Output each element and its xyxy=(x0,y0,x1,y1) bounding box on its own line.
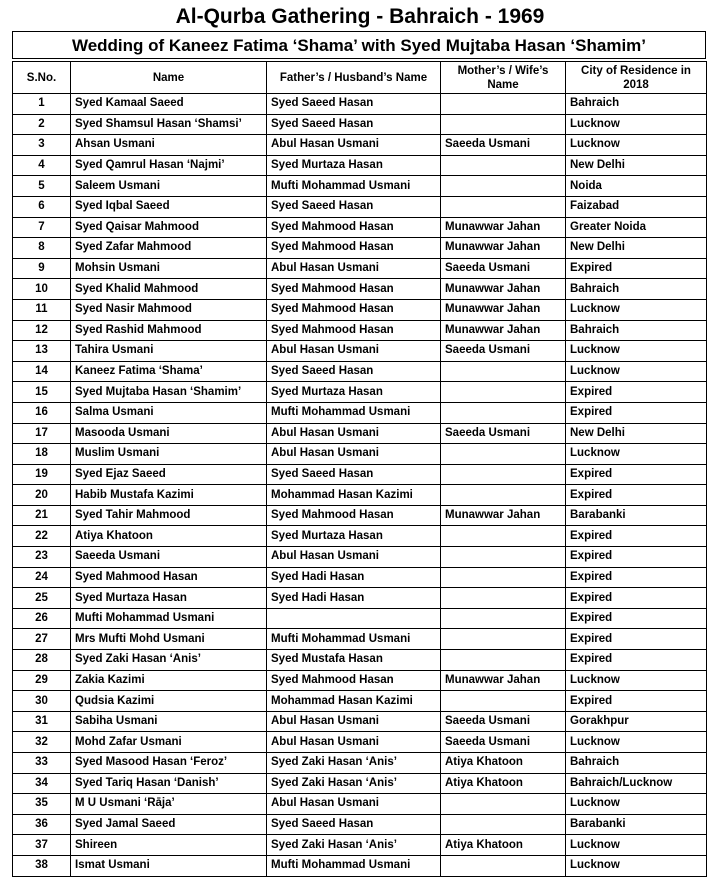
cell-city: Lucknow xyxy=(566,835,707,856)
cell-city: New Delhi xyxy=(566,238,707,259)
cell-mother-wife: Saeeda Usmani xyxy=(441,711,566,732)
cell-mother-wife xyxy=(441,855,566,876)
table-row xyxy=(13,361,707,382)
cell-father-husband: Abul Hasan Usmani xyxy=(267,444,441,465)
cell-mother-wife: Saeeda Usmani xyxy=(441,423,566,444)
cell-sno: 19 xyxy=(13,464,71,485)
cell-father-husband: Abul Hasan Usmani xyxy=(267,547,441,568)
table-row xyxy=(13,135,707,156)
cell-father-husband: Abul Hasan Usmani xyxy=(267,341,441,362)
cell-sno: 34 xyxy=(13,773,71,794)
cell-father-husband: Syed Zaki Hasan ‘Anis’ xyxy=(267,753,441,774)
cell-name: Habib Mustafa Kazimi xyxy=(71,485,267,506)
cell-sno: 12 xyxy=(13,320,71,341)
cell-father-husband: Mufti Mohammad Usmani xyxy=(267,176,441,197)
cell-name: Saeeda Usmani xyxy=(71,547,267,568)
cell-sno: 9 xyxy=(13,258,71,279)
cell-city: Lucknow xyxy=(566,341,707,362)
cell-sno: 30 xyxy=(13,691,71,712)
cell-sno: 16 xyxy=(13,402,71,423)
cell-father-husband: Mufti Mohammad Usmani xyxy=(267,629,441,650)
cell-sno: 5 xyxy=(13,176,71,197)
cell-name: Muslim Usmani xyxy=(71,444,267,465)
cell-father-husband: Mohammad Hasan Kazimi xyxy=(267,485,441,506)
table-row xyxy=(13,691,707,712)
cell-city: Expired xyxy=(566,258,707,279)
cell-sno: 7 xyxy=(13,217,71,238)
cell-name: Syed Nasir Mahmood xyxy=(71,299,267,320)
cell-sno: 24 xyxy=(13,567,71,588)
cell-father-husband: Abul Hasan Usmani xyxy=(267,423,441,444)
cell-sno: 38 xyxy=(13,855,71,876)
cell-sno: 36 xyxy=(13,814,71,835)
table-body xyxy=(13,94,707,877)
cell-father-husband: Syed Murtaza Hasan xyxy=(267,382,441,403)
column-header-mother: Mother’s / Wife’s Name xyxy=(441,62,566,94)
cell-sno: 32 xyxy=(13,732,71,753)
cell-sno: 10 xyxy=(13,279,71,300)
table-row xyxy=(13,258,707,279)
column-header-name: Name xyxy=(71,62,267,94)
cell-father-husband: Mufti Mohammad Usmani xyxy=(267,855,441,876)
cell-sno: 31 xyxy=(13,711,71,732)
page-subtitle: Wedding of Kaneez Fatima ‘Shama’ with Syed Mujtaba Hasan ‘Shamim’ xyxy=(12,31,706,59)
cell-name: Syed Masood Hasan ‘Feroz’ xyxy=(71,753,267,774)
cell-sno: 25 xyxy=(13,588,71,609)
cell-name: Zakia Kazimi xyxy=(71,670,267,691)
cell-mother-wife xyxy=(441,526,566,547)
cell-city: Barabanki xyxy=(566,505,707,526)
table-row xyxy=(13,753,707,774)
cell-mother-wife xyxy=(441,382,566,403)
table-row xyxy=(13,279,707,300)
cell-mother-wife: Saeeda Usmani xyxy=(441,135,566,156)
cell-mother-wife xyxy=(441,94,566,115)
cell-name: Syed Kamaal Saeed xyxy=(71,94,267,115)
cell-city: Lucknow xyxy=(566,114,707,135)
cell-name: Syed Khalid Mahmood xyxy=(71,279,267,300)
cell-city: New Delhi xyxy=(566,155,707,176)
cell-sno: 14 xyxy=(13,361,71,382)
cell-father-husband: Syed Mahmood Hasan xyxy=(267,299,441,320)
cell-city: Bahraich/Lucknow xyxy=(566,773,707,794)
cell-father-husband: Syed Saeed Hasan xyxy=(267,114,441,135)
table-row xyxy=(13,794,707,815)
cell-mother-wife: Saeeda Usmani xyxy=(441,258,566,279)
cell-sno: 21 xyxy=(13,505,71,526)
cell-name: Syed Zafar Mahmood xyxy=(71,238,267,259)
table-row xyxy=(13,341,707,362)
table-row xyxy=(13,732,707,753)
cell-father-husband: Syed Mahmood Hasan xyxy=(267,670,441,691)
cell-mother-wife: Atiya Khatoon xyxy=(441,753,566,774)
table-row xyxy=(13,814,707,835)
cell-name: Syed Jamal Saeed xyxy=(71,814,267,835)
table-row xyxy=(13,217,707,238)
table-row xyxy=(13,299,707,320)
cell-city: Expired xyxy=(566,691,707,712)
cell-father-husband: Syed Hadi Hasan xyxy=(267,567,441,588)
table-row xyxy=(13,238,707,259)
cell-city: Lucknow xyxy=(566,135,707,156)
cell-mother-wife xyxy=(441,814,566,835)
cell-mother-wife xyxy=(441,464,566,485)
cell-sno: 27 xyxy=(13,629,71,650)
table-row xyxy=(13,855,707,876)
table-row xyxy=(13,547,707,568)
cell-city: Greater Noida xyxy=(566,217,707,238)
cell-father-husband: Abul Hasan Usmani xyxy=(267,732,441,753)
cell-mother-wife: Munawwar Jahan xyxy=(441,217,566,238)
cell-city: Bahraich xyxy=(566,753,707,774)
cell-name: Syed Rashid Mahmood xyxy=(71,320,267,341)
cell-city: Expired xyxy=(566,526,707,547)
cell-father-husband: Syed Saeed Hasan xyxy=(267,196,441,217)
cell-name: Syed Mahmood Hasan xyxy=(71,567,267,588)
cell-name: Mrs Mufti Mohd Usmani xyxy=(71,629,267,650)
cell-name: Syed Qaisar Mahmood xyxy=(71,217,267,238)
cell-name: Tahira Usmani xyxy=(71,341,267,362)
cell-mother-wife xyxy=(441,155,566,176)
cell-name: Mufti Mohammad Usmani xyxy=(71,608,267,629)
cell-father-husband: Syed Mahmood Hasan xyxy=(267,320,441,341)
cell-city: Expired xyxy=(566,464,707,485)
table-row xyxy=(13,176,707,197)
cell-sno: 22 xyxy=(13,526,71,547)
cell-name: Syed Mujtaba Hasan ‘Shamim’ xyxy=(71,382,267,403)
cell-city: Expired xyxy=(566,382,707,403)
cell-city: Noida xyxy=(566,176,707,197)
cell-city: Expired xyxy=(566,547,707,568)
cell-father-husband: Syed Saeed Hasan xyxy=(267,464,441,485)
cell-mother-wife xyxy=(441,402,566,423)
cell-name: Qudsia Kazimi xyxy=(71,691,267,712)
cell-name: Sabiha Usmani xyxy=(71,711,267,732)
cell-sno: 1 xyxy=(13,94,71,115)
cell-sno: 6 xyxy=(13,196,71,217)
cell-sno: 2 xyxy=(13,114,71,135)
cell-mother-wife: Atiya Khatoon xyxy=(441,773,566,794)
cell-mother-wife xyxy=(441,588,566,609)
table-row xyxy=(13,835,707,856)
cell-father-husband: Syed Hadi Hasan xyxy=(267,588,441,609)
table-row xyxy=(13,629,707,650)
cell-father-husband: Syed Zaki Hasan ‘Anis’ xyxy=(267,773,441,794)
cell-sno: 20 xyxy=(13,485,71,506)
cell-mother-wife: Saeeda Usmani xyxy=(441,341,566,362)
cell-sno: 23 xyxy=(13,547,71,568)
column-header-sno: S.No. xyxy=(13,62,71,94)
cell-father-husband: Syed Mahmood Hasan xyxy=(267,217,441,238)
cell-sno: 4 xyxy=(13,155,71,176)
cell-mother-wife xyxy=(441,485,566,506)
cell-city: Lucknow xyxy=(566,794,707,815)
cell-city: Expired xyxy=(566,608,707,629)
table-row xyxy=(13,526,707,547)
cell-father-husband: Syed Zaki Hasan ‘Anis’ xyxy=(267,835,441,856)
cell-mother-wife: Munawwar Jahan xyxy=(441,299,566,320)
cell-name: Salma Usmani xyxy=(71,402,267,423)
cell-name: Syed Qamrul Hasan ‘Najmi’ xyxy=(71,155,267,176)
cell-name: Mohd Zafar Usmani xyxy=(71,732,267,753)
cell-sno: 29 xyxy=(13,670,71,691)
cell-name: Syed Shamsul Hasan ‘Shamsi’ xyxy=(71,114,267,135)
cell-city: Bahraich xyxy=(566,279,707,300)
cell-city: Expired xyxy=(566,650,707,671)
cell-sno: 11 xyxy=(13,299,71,320)
cell-sno: 33 xyxy=(13,753,71,774)
cell-name: Syed Ejaz Saeed xyxy=(71,464,267,485)
cell-city: Gorakhpur xyxy=(566,711,707,732)
cell-sno: 37 xyxy=(13,835,71,856)
table-row xyxy=(13,670,707,691)
cell-name: Saleem Usmani xyxy=(71,176,267,197)
cell-mother-wife xyxy=(441,650,566,671)
cell-mother-wife: Munawwar Jahan xyxy=(441,320,566,341)
cell-sno: 35 xyxy=(13,794,71,815)
cell-city: Expired xyxy=(566,588,707,609)
cell-mother-wife: Munawwar Jahan xyxy=(441,238,566,259)
cell-city: Expired xyxy=(566,485,707,506)
cell-name: Shireen xyxy=(71,835,267,856)
cell-city: Expired xyxy=(566,402,707,423)
cell-sno: 3 xyxy=(13,135,71,156)
cell-city: Faizabad xyxy=(566,196,707,217)
cell-mother-wife xyxy=(441,444,566,465)
table-row xyxy=(13,464,707,485)
table-row xyxy=(13,444,707,465)
cell-city: Lucknow xyxy=(566,299,707,320)
cell-name: Syed Zaki Hasan ‘Anis’ xyxy=(71,650,267,671)
column-header-father: Father’s / Husband’s Name xyxy=(267,62,441,94)
cell-name: Ahsan Usmani xyxy=(71,135,267,156)
cell-sno: 17 xyxy=(13,423,71,444)
cell-father-husband: Abul Hasan Usmani xyxy=(267,794,441,815)
cell-father-husband: Syed Mahmood Hasan xyxy=(267,505,441,526)
cell-father-husband xyxy=(267,608,441,629)
table-row xyxy=(13,567,707,588)
cell-mother-wife: Saeeda Usmani xyxy=(441,732,566,753)
cell-mother-wife: Munawwar Jahan xyxy=(441,670,566,691)
table-row xyxy=(13,711,707,732)
cell-mother-wife xyxy=(441,608,566,629)
cell-father-husband: Abul Hasan Usmani xyxy=(267,711,441,732)
table-row xyxy=(13,505,707,526)
table-row xyxy=(13,155,707,176)
table-header xyxy=(13,62,707,94)
table-row xyxy=(13,196,707,217)
cell-father-husband: Syed Saeed Hasan xyxy=(267,814,441,835)
table-row xyxy=(13,94,707,115)
cell-father-husband: Syed Murtaza Hasan xyxy=(267,526,441,547)
cell-mother-wife xyxy=(441,547,566,568)
cell-city: Lucknow xyxy=(566,670,707,691)
header-row xyxy=(13,62,707,94)
cell-mother-wife xyxy=(441,196,566,217)
cell-city: Lucknow xyxy=(566,361,707,382)
table-row xyxy=(13,485,707,506)
cell-city: Barabanki xyxy=(566,814,707,835)
cell-mother-wife xyxy=(441,629,566,650)
column-header-city: City of Residence in 2018 xyxy=(566,62,707,94)
cell-name: Syed Tahir Mahmood xyxy=(71,505,267,526)
attendees-table xyxy=(12,61,707,877)
cell-name: M U Usmani ‘Rāja’ xyxy=(71,794,267,815)
cell-name: Ismat Usmani xyxy=(71,855,267,876)
cell-name: Kaneez Fatima ‘Shama’ xyxy=(71,361,267,382)
cell-city: Lucknow xyxy=(566,855,707,876)
cell-father-husband: Mohammad Hasan Kazimi xyxy=(267,691,441,712)
table-row xyxy=(13,650,707,671)
cell-name: Syed Tariq Hasan ‘Danish’ xyxy=(71,773,267,794)
cell-father-husband: Abul Hasan Usmani xyxy=(267,258,441,279)
cell-name: Syed Iqbal Saeed xyxy=(71,196,267,217)
table-row xyxy=(13,320,707,341)
table-row xyxy=(13,114,707,135)
cell-city: Expired xyxy=(566,567,707,588)
cell-mother-wife: Munawwar Jahan xyxy=(441,279,566,300)
cell-city: New Delhi xyxy=(566,423,707,444)
table-row xyxy=(13,423,707,444)
cell-mother-wife xyxy=(441,794,566,815)
cell-city: Lucknow xyxy=(566,732,707,753)
page-title: Al-Qurba Gathering - Bahraich - 1969 xyxy=(175,5,545,28)
cell-mother-wife xyxy=(441,361,566,382)
cell-mother-wife xyxy=(441,567,566,588)
cell-mother-wife: Atiya Khatoon xyxy=(441,835,566,856)
table-row xyxy=(13,402,707,423)
cell-city: Bahraich xyxy=(566,94,707,115)
table-row xyxy=(13,382,707,403)
cell-city: Lucknow xyxy=(566,444,707,465)
cell-sno: 8 xyxy=(13,238,71,259)
table-row xyxy=(13,588,707,609)
cell-name: Atiya Khatoon xyxy=(71,526,267,547)
cell-mother-wife: Munawwar Jahan xyxy=(441,505,566,526)
cell-mother-wife xyxy=(441,691,566,712)
cell-father-husband: Abul Hasan Usmani xyxy=(267,135,441,156)
cell-name: Syed Murtaza Hasan xyxy=(71,588,267,609)
cell-father-husband: Syed Saeed Hasan xyxy=(267,94,441,115)
cell-city: Expired xyxy=(566,629,707,650)
cell-city: Bahraich xyxy=(566,320,707,341)
cell-father-husband: Syed Mustafa Hasan xyxy=(267,650,441,671)
cell-name: Masooda Usmani xyxy=(71,423,267,444)
cell-father-husband: Syed Murtaza Hasan xyxy=(267,155,441,176)
cell-sno: 26 xyxy=(13,608,71,629)
cell-father-husband: Syed Mahmood Hasan xyxy=(267,279,441,300)
table-row xyxy=(13,608,707,629)
cell-sno: 28 xyxy=(13,650,71,671)
cell-name: Mohsin Usmani xyxy=(71,258,267,279)
cell-father-husband: Syed Mahmood Hasan xyxy=(267,238,441,259)
cell-sno: 15 xyxy=(13,382,71,403)
cell-mother-wife xyxy=(441,176,566,197)
cell-mother-wife xyxy=(441,114,566,135)
cell-sno: 18 xyxy=(13,444,71,465)
cell-father-husband: Syed Saeed Hasan xyxy=(267,361,441,382)
cell-father-husband: Mufti Mohammad Usmani xyxy=(267,402,441,423)
cell-sno: 13 xyxy=(13,341,71,362)
table-row xyxy=(13,773,707,794)
